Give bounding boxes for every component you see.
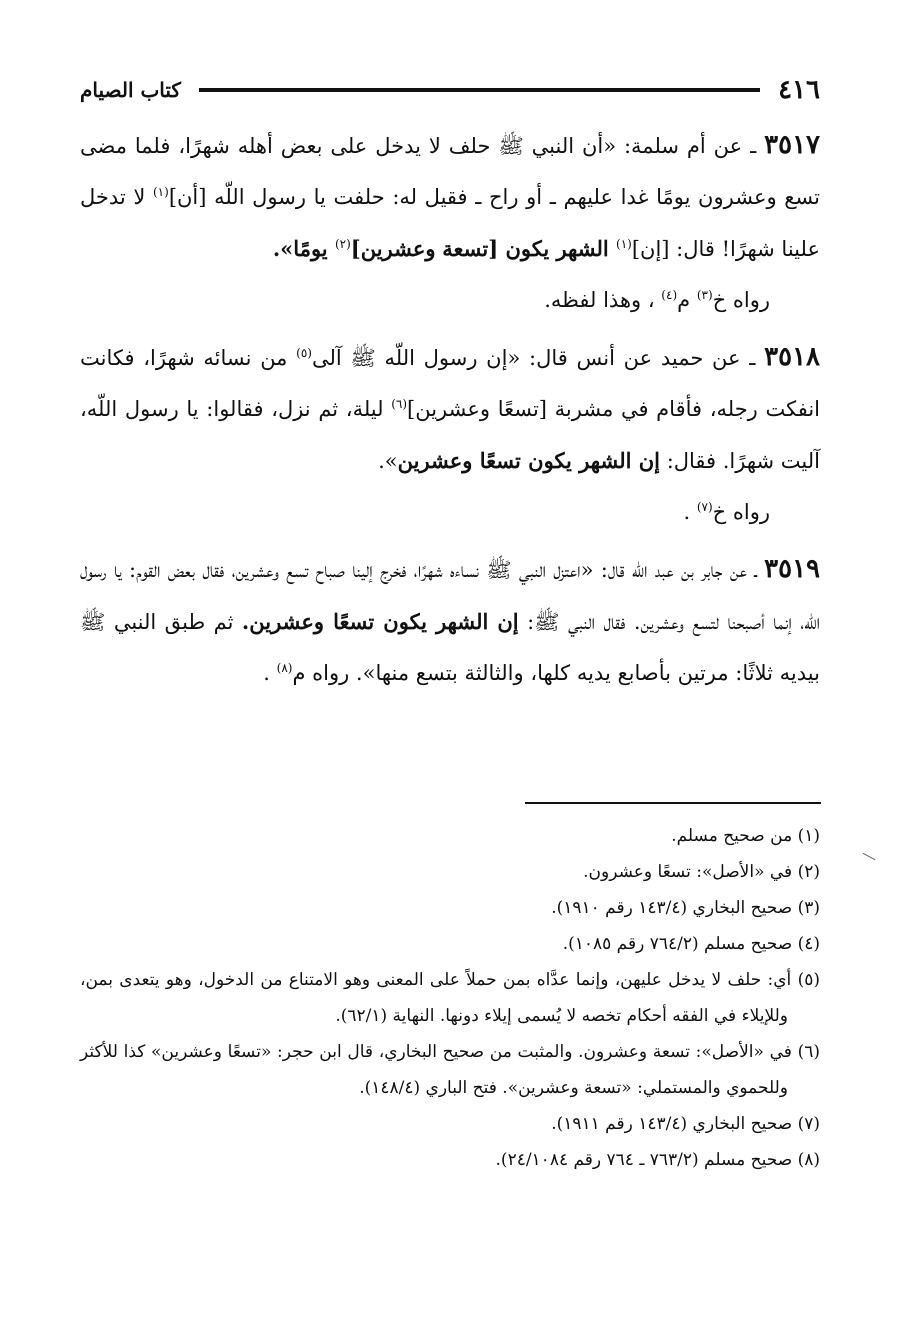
footnote-ref: (١) [152, 185, 169, 199]
footnote-ref: (١) [616, 237, 632, 251]
page-number: ٤١٦ [778, 75, 820, 105]
source-text: رواه خ [712, 500, 770, 524]
bold-text: إن الشهر يكون تسعًا وعشرين. [241, 609, 519, 634]
text-line: لا تدخل علينا شهرًا! قال: [إن] [80, 185, 820, 261]
footnote-ref: (٥) [296, 346, 312, 360]
bold-text: الشهر يكون [تسعة [442, 236, 617, 261]
hadith-number: ٣٥١٨ [764, 342, 820, 372]
hadith-number: ٣٥١٧ [764, 130, 820, 160]
footnote: (٨) صحيح مسلم (٧٦٣/٢ ـ ٧٦٤ رقم ٢٤/١٠٨٤). [495, 1150, 820, 1170]
footnote-ref: (٤) [661, 288, 678, 302]
footnote-ref: (٣) [696, 288, 713, 302]
bold-text: وعشرين] [350, 236, 436, 261]
footnote: (٧) صحيح البخاري (١٤٣/٤ رقم ١٩١١). [551, 1114, 820, 1134]
text-line: ليلة، ثم نزل، [271, 397, 392, 421]
source-line [80, 487, 820, 538]
text-line: وعشرين. فقال النبي ﷺ: [518, 610, 684, 634]
footnote: (١) من صحيح مسلم. [671, 826, 820, 846]
hadith-3517 [80, 120, 820, 275]
footnote-ref: (٢) [334, 237, 351, 251]
footnote: (٤) صحيح مسلم (٧٦٤/٢ رقم ١٠٨٥). [562, 934, 820, 954]
text-line: من نسائه [203, 346, 297, 370]
hadith-3519 [80, 544, 820, 699]
hadith-number: ٣٥١٩ [764, 554, 820, 584]
bold-text: يومًا». [272, 236, 335, 261]
text-line: . [263, 661, 277, 685]
footnote-separator [525, 802, 821, 804]
text-line: شهرًا، فكانت انفكت رجله، فأقام في مشربة [تسعًا وعشرين] [80, 346, 821, 421]
text-line: إلينا صباح تسع وعشرين، فقال بعض القوم: يا رسول اللّه، إنما أصبحنا لتسع [80, 558, 820, 634]
source-text: رواه خ [712, 288, 770, 312]
source-text: م [677, 288, 697, 312]
text-line: ـ عن حميد عن أنس قال: «إن رسول اللّه ﷺ آلى [311, 346, 765, 370]
footnote: (٣) صحيح البخاري (١٤٣/٤ رقم ١٩١٠). [551, 898, 820, 918]
source-text: . [683, 500, 697, 524]
text-line: فلما مضى تسع وعشرون يومًا غدا عليهم ـ أو راح ـ فقيل له: حلفت يا [80, 134, 820, 209]
page-header [80, 70, 820, 110]
footnotes [80, 818, 820, 1178]
footnote: (٦) في «الأصل»: تسعة وعشرون. والمثبت من صحيح البخاري، قال ابن حجر: «تسعًا وعشرين» كذا للأكثر وللحموي والمستملي: «تسعة وعشرين». فتح الباري (١٤٨/٤). [80, 1042, 820, 1098]
source-line [80, 275, 820, 326]
text-line: ﷺ بيديه ثلاثًا: مرتين بأصابع يديه كلها، والثالثة بتسع منها». رواه م [80, 610, 820, 685]
footnote: (٢) في «الأصل»: تسعًا وعشرون. [583, 862, 820, 882]
text-line: فقالوا: يا رسول اللّه، آليت شهرًا. فقال: [80, 397, 820, 473]
text-line: ـ عن جابر بن عبد اللّه قال: «اعتزل النبي ﷺ نساءه شهرًا، فخرج [380, 558, 765, 582]
header-rule [199, 88, 760, 92]
chapter-title: كتاب الصيام [80, 78, 181, 102]
footnote-ref: (٨) [276, 661, 293, 675]
text-line: ـ عن أم سلمة: «أن النبي ﷺ حلف لا يدخل على بعض أهله شهرًا، [178, 134, 765, 158]
footnote-ref: (٧) [696, 500, 713, 514]
footnote: (٥) أي: حلف لا يدخل عليهن، وإنما عدَّاه بمن حملاً على المعنى وهو الامتناع من الدخول، وهو يتعدى بمن، وللإيلاء في الفقه أحكام تخصه لا يُسمى إيلاء دونها. النهاية (٦٢/١). [80, 970, 820, 1026]
footnote-ref: (٦) [391, 397, 408, 411]
main-text [80, 120, 820, 699]
text-line: ثم طبق النبي [113, 610, 242, 634]
hadith-3518 [80, 332, 820, 487]
text-line: ». [378, 449, 398, 473]
text-line: رسول اللّه [أن] [168, 185, 306, 209]
stray-mark [863, 853, 876, 860]
source-text: ، وهذا لفظه. [544, 288, 662, 312]
bold-text: إن الشهر يكون تسعًا وعشرين [397, 448, 661, 473]
